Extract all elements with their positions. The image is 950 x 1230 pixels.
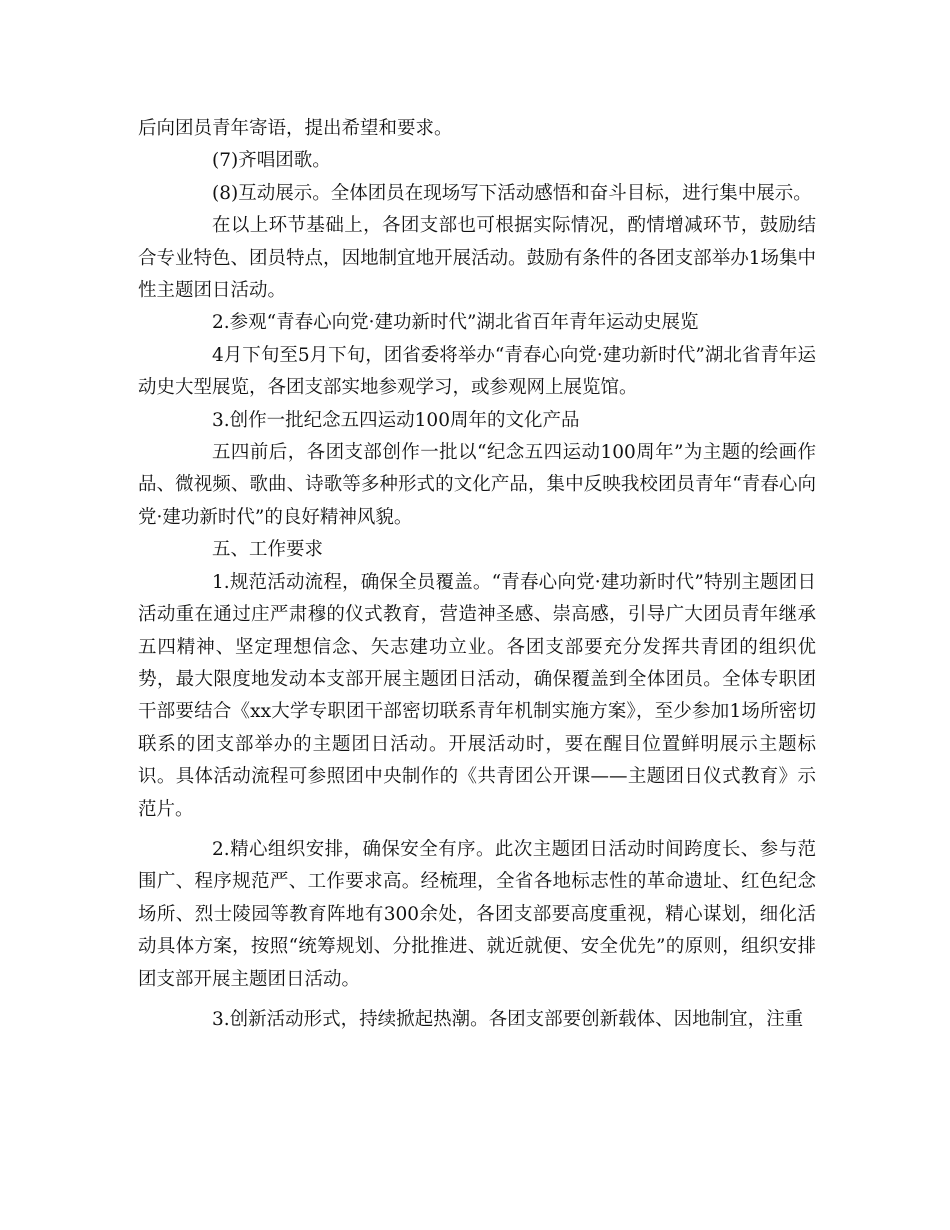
paragraph-6: 4月下旬至5月下旬，团省委将举办“青春心向党·建功新时代”湖北省青年运动史大型展览，各团支部实地参观学习，或参观网上展览馆。: [138, 344, 816, 399]
paragraph-11: 2.精心组织安排，确保安全有序。此次主题团日活动时间跨度长、参与范围广、程序规范严、工作要求高。经梳理，全省各地标志性的革命遗址、红色纪念场所、烈士陵园等教育阵地有300余处，各团支部要高度重视，精心谋划，细化活动具体方案，按照“统筹规划、分批推进、就近就便、安全优先”的原则，组织安排团支部开展主题团日活动。: [138, 838, 816, 990]
paragraph-1: 后向团员青年寄语，提出希望和要求。: [138, 118, 453, 139]
section-heading: 五、工作要求: [212, 539, 324, 561]
paragraph-2: (7)齐唱团歌。: [212, 150, 331, 172]
paragraph-12: 3.创新活动形式，持续掀起热潮。各团支部要创新载体、因地制宜，注重: [212, 1008, 804, 1030]
document-body: [138, 113, 816, 1036]
paragraph-7: 3.创作一批纪念五四运动100周年的文化产品: [212, 409, 580, 431]
paragraph-5: 2.参观“青春心向党·建功新时代”湖北省百年青年运动史展览: [212, 312, 699, 334]
paragraph-3: (8)互动展示。全体团员在现场写下活动感悟和奋斗目标，进行集中展示。: [212, 182, 812, 204]
paragraph-4: 在以上环节基础上，各团支部也可根据实际情况，酌情增减环节，鼓励结合专业特色、团员特点，因地制宜地开展活动。鼓励有条件的各团支部举办1场集中性主题团日活动。: [138, 215, 816, 302]
paragraph-10: 1.规范活动流程，确保全员覆盖。“青春心向党·建功新时代”特别主题团日活动重在通过庄严肃穆的仪式教育，营造神圣感、崇高感，引导广大团员青年继承五四精神、坚定理想信念、矢志建功立业。各团支部要充分发挥共青团的组织优势，最大限度地发动本支部开展主题团日活动，确保覆盖到全体团员。全体专职团干部要结合《xx大学专职团干部密切联系青年机制实施方案》，至少参加1场所密切联系的团支部举办的主题团日活动。开展活动时，要在醒目位置鲜明展示主题标识。具体活动流程可参照团中央制作的《共青团公开课——主题团日仪式教育》示范片。: [138, 571, 816, 820]
paragraph-8: 五四前后，各团支部创作一批以“纪念五四运动100周年”为主题的绘画作品、微视频、歌曲、诗歌等多种形式的文化产品，集中反映我校团员青年“青春心向党·建功新时代”的良好精神风貌。: [138, 442, 816, 528]
